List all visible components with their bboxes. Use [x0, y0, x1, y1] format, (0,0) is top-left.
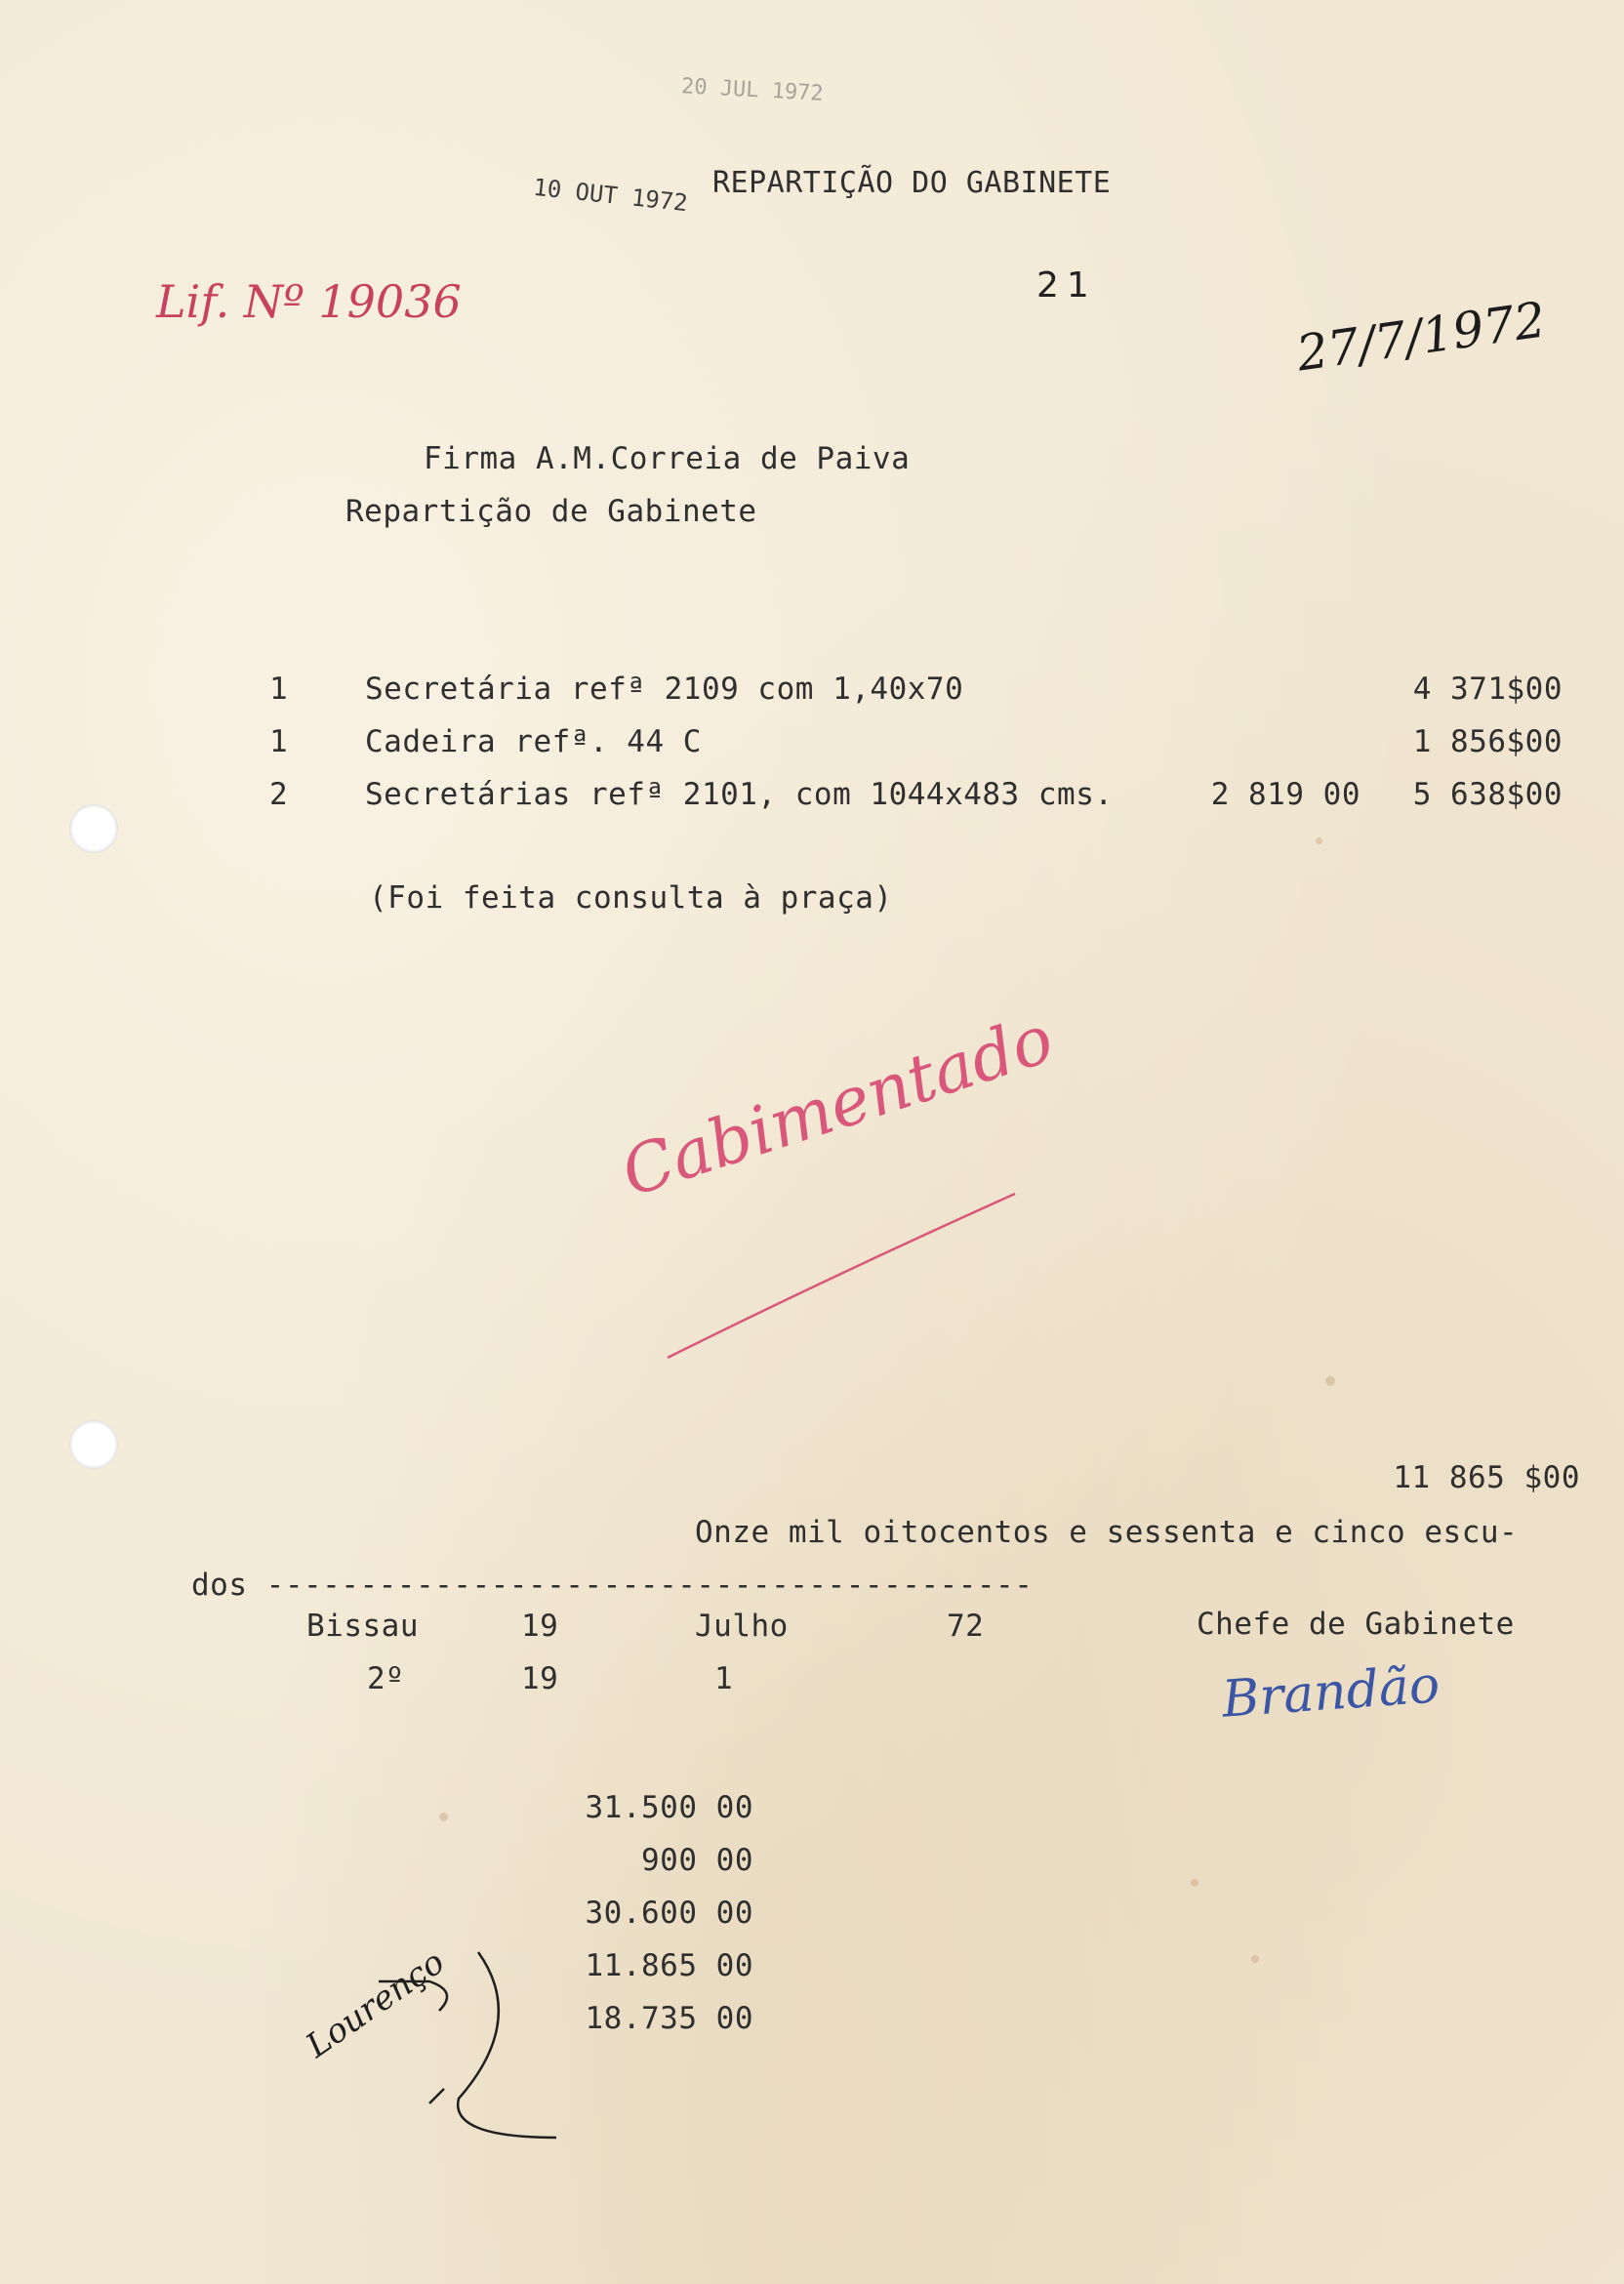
budget-line: 30.600 00 — [585, 1896, 753, 1931]
item-description: Cadeira refª. 44 C — [365, 724, 702, 759]
consultation-note: (Foi feita consulta à praça) — [369, 880, 893, 916]
paper-stain — [1325, 1376, 1335, 1386]
paper-stain — [1316, 837, 1322, 844]
budget-line: 18.735 00 — [585, 2001, 753, 2036]
date-month: Julho — [695, 1609, 789, 1644]
item-amount: 4 371$00 — [1412, 672, 1563, 707]
item-amount: 1 856$00 — [1412, 724, 1563, 759]
approval-annotation: Cabimentado — [612, 1000, 1063, 1213]
item-unit-price: 2 819 00 — [1210, 777, 1360, 812]
item-description: Secretárias refª 2101, com 1044x483 cms. — [365, 777, 1114, 812]
date-year: 72 — [947, 1609, 985, 1644]
budget-line: 11.865 00 — [585, 1948, 753, 1983]
item-amount: 5 638$00 — [1412, 777, 1563, 812]
department-name: Repartição de Gabinete — [345, 494, 757, 529]
approval-underline — [664, 1186, 1025, 1362]
punch-hole-top — [69, 804, 118, 853]
received-stamp-side: 10 OUT 1972 — [531, 173, 689, 218]
item-quantity: 1 — [269, 724, 289, 759]
signatory-title: Chefe de Gabinete — [1197, 1607, 1515, 1642]
page-number: 21 — [1036, 265, 1097, 306]
received-stamp-top: 20 JUL 1972 — [680, 74, 825, 106]
reference-number: Lif. Nº 19036 — [156, 275, 462, 328]
handwritten-date: 27/7/1972 — [1293, 291, 1550, 383]
paper-stain — [1191, 1879, 1198, 1887]
budget-line: 31.500 00 — [585, 1790, 753, 1825]
firm-name: Firma A.M.Correia de Paiva — [424, 441, 911, 476]
reference-code: 19 — [521, 1661, 559, 1696]
paper-stain — [1251, 1955, 1259, 1963]
initials-bracket — [371, 1933, 566, 2157]
date-day: 19 — [521, 1609, 559, 1644]
punch-hole-bottom — [69, 1420, 118, 1469]
total-amount: 11 865 $00 — [1393, 1460, 1580, 1495]
budget-line: 900 00 — [641, 1843, 753, 1878]
signature: Brandão — [1220, 1655, 1441, 1730]
paper-stain — [439, 1813, 448, 1821]
document-title: REPARTIÇÃO DO GABINETE — [712, 166, 1112, 200]
reference-code: 1 — [714, 1661, 734, 1696]
item-quantity: 1 — [269, 672, 289, 707]
item-quantity: 2 — [269, 777, 289, 812]
initials: Lourenço — [299, 1942, 452, 2066]
reference-code: 2º — [367, 1661, 405, 1696]
item-description: Secretária refª 2109 com 1,40x70 — [365, 672, 964, 707]
place: Bissau — [306, 1609, 419, 1644]
total-in-words-continued: dos ----------------------------------------- — [191, 1568, 1034, 1603]
total-in-words: Onze mil oitocentos e sessenta e cinco escu- — [695, 1515, 1519, 1550]
